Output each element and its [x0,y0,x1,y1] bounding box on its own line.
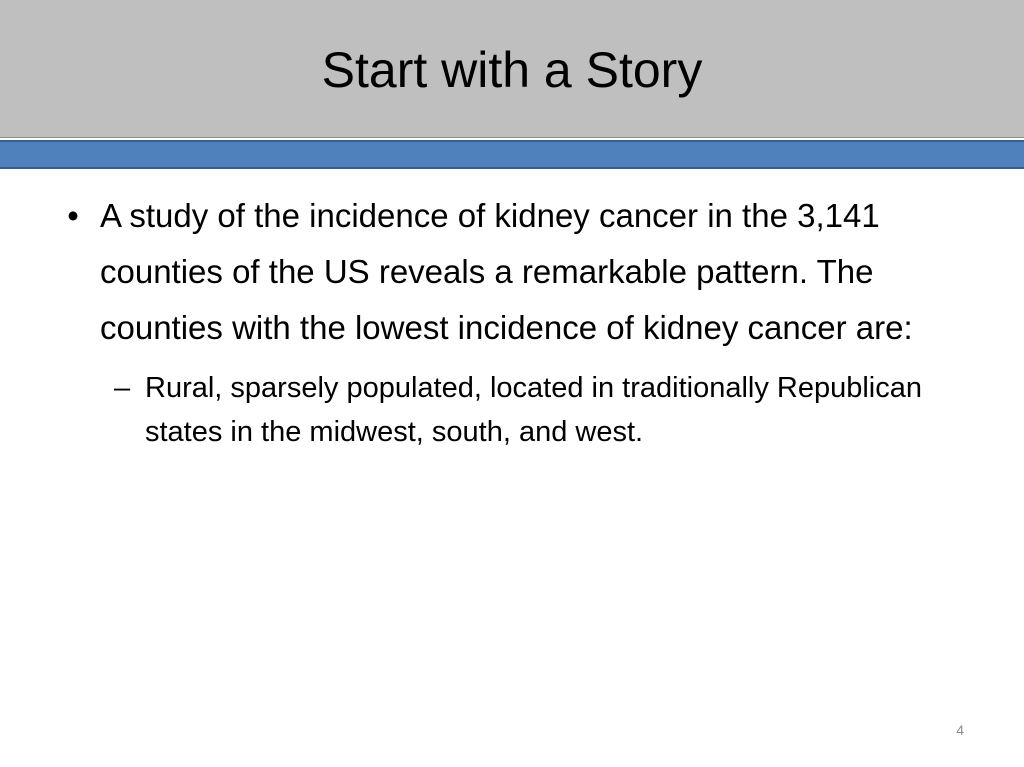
slide-content [58,188,958,454]
sub-bullet-marker: – [114,372,131,404]
title-band [0,0,1024,138]
slide-title: Start with a Story [321,42,703,98]
sub-bullet-text: Rural, sparsely populated, located in traditionally Republican states in the midwest, south, and west. [145,372,923,448]
slide-number: 4 [956,722,964,738]
bullet-marker: • [67,197,79,234]
bullet-text: A study of the incidence of kidney cancer in the 3,141 counties of the US reveals a remarkable pattern. The counties with the lowest incidence of kidney cancer are: [100,197,913,346]
bullet-item [58,188,958,356]
sub-bullet-item [114,366,958,454]
accent-bar [0,140,1024,169]
